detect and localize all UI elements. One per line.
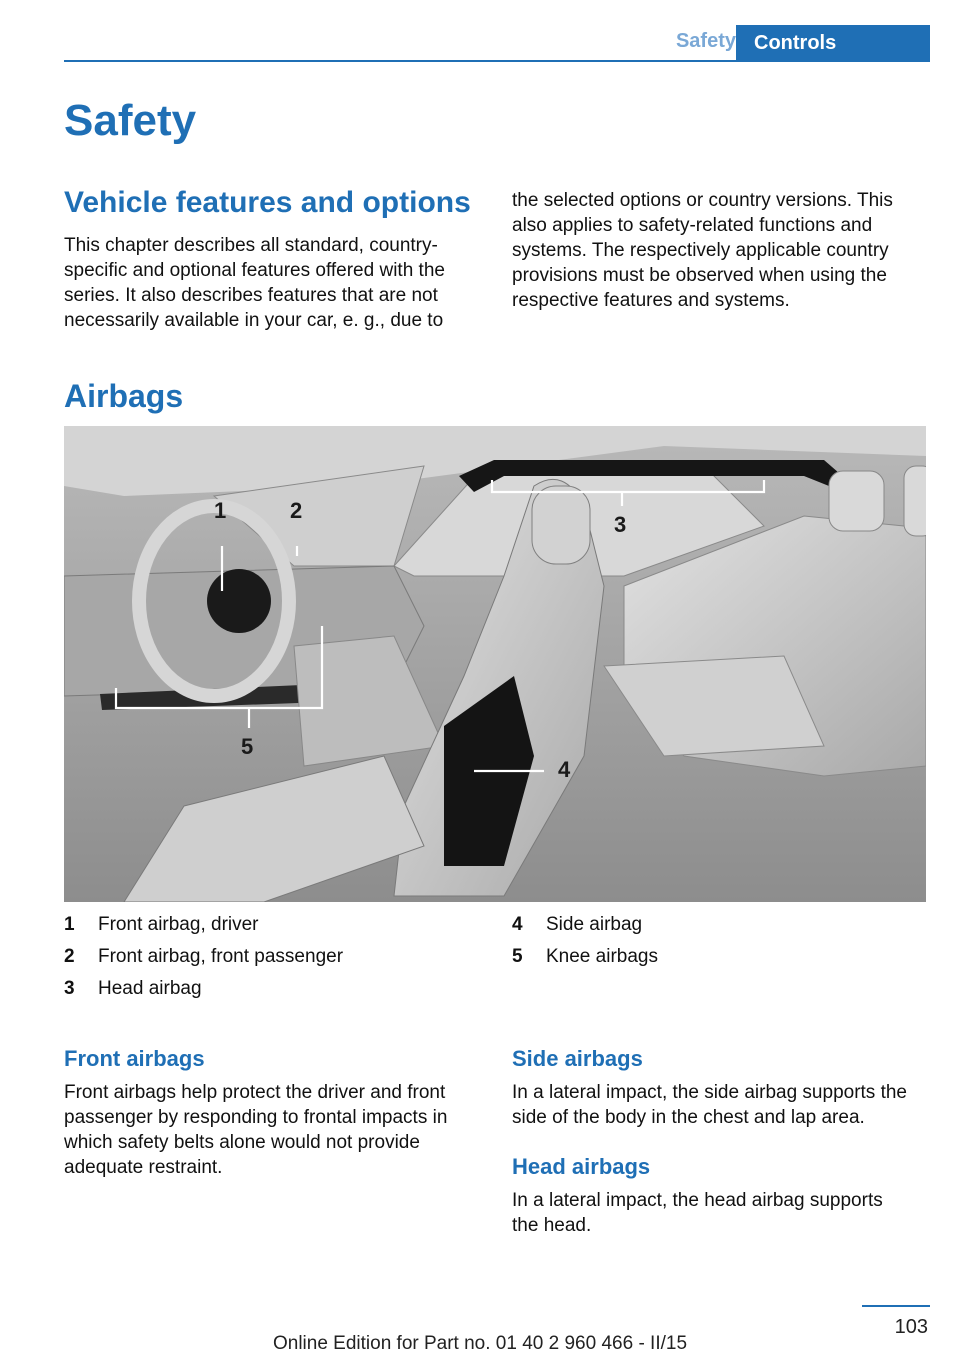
legend-number: 3 bbox=[64, 978, 75, 999]
callout-4: 4 bbox=[558, 757, 571, 782]
front-airbags-text: Front airbags help protect the driver and front passenger by responding to frontal impacts in which safety belts alone would not provide adequate restraint. bbox=[64, 1082, 448, 1178]
legend-item bbox=[512, 914, 926, 946]
side-airbags-text: In a lateral impact, the side airbag supports the side of the body in the chest and lap area. bbox=[512, 1082, 908, 1128]
car-interior-illustration bbox=[64, 426, 926, 902]
page-title: Safety bbox=[64, 96, 197, 145]
airbags-heading: Airbags bbox=[64, 378, 184, 414]
legend-label: Side airbag bbox=[546, 914, 643, 935]
legend-label: Front airbag, front passenger bbox=[98, 946, 344, 967]
airbag-locations-figure bbox=[64, 426, 926, 902]
legend-label: Front airbag, driver bbox=[98, 914, 259, 935]
side-airbags-heading: Side airbags bbox=[512, 1046, 643, 1071]
header-chapter-tab: Controls bbox=[736, 25, 930, 62]
legend-item bbox=[512, 946, 926, 978]
header-section-label: Safety bbox=[675, 30, 736, 52]
legend-item bbox=[64, 914, 484, 946]
legend-number: 2 bbox=[64, 946, 75, 967]
front-airbags-heading: Front airbags bbox=[64, 1046, 205, 1071]
legend-item bbox=[64, 978, 484, 1010]
vehicle-features-heading: Vehicle features and options bbox=[64, 186, 471, 219]
driver-airbag-shape bbox=[207, 569, 271, 633]
vehicle-features-text-left: This chapter describes all standard, country-specific and optional features offered with the series. It also describes features that are not necessarily available in your car, e. g., due to bbox=[64, 235, 445, 331]
edition-footer: Online Edition for Part no. 01 40 2 960 466 - II/15 bbox=[272, 1333, 688, 1354]
vehicle-features-text-right: the selected options or country versions. This also applies to safety-related functions and systems. The respectively applicable country provisions must be observed when using the respective features and systems. bbox=[512, 190, 893, 311]
legend-item bbox=[64, 946, 484, 978]
legend-label: Knee airbags bbox=[546, 946, 658, 967]
legend-number: 4 bbox=[512, 914, 523, 935]
page-number: 103 bbox=[894, 1316, 928, 1338]
legend-label: Head airbag bbox=[98, 978, 202, 999]
callout-1: 1 bbox=[214, 498, 227, 523]
footer-rule bbox=[862, 1305, 930, 1307]
legend-left bbox=[64, 914, 484, 1010]
legend-right bbox=[512, 914, 926, 978]
head-airbags-text: In a lateral impact, the head airbag supports the head. bbox=[512, 1190, 883, 1236]
head-airbags-heading: Head airbags bbox=[512, 1154, 651, 1179]
callout-5: 5 bbox=[241, 734, 254, 759]
legend-number: 5 bbox=[512, 946, 523, 967]
callout-2: 2 bbox=[290, 498, 303, 523]
legend-number: 1 bbox=[64, 914, 75, 935]
callout-3: 3 bbox=[614, 512, 627, 537]
